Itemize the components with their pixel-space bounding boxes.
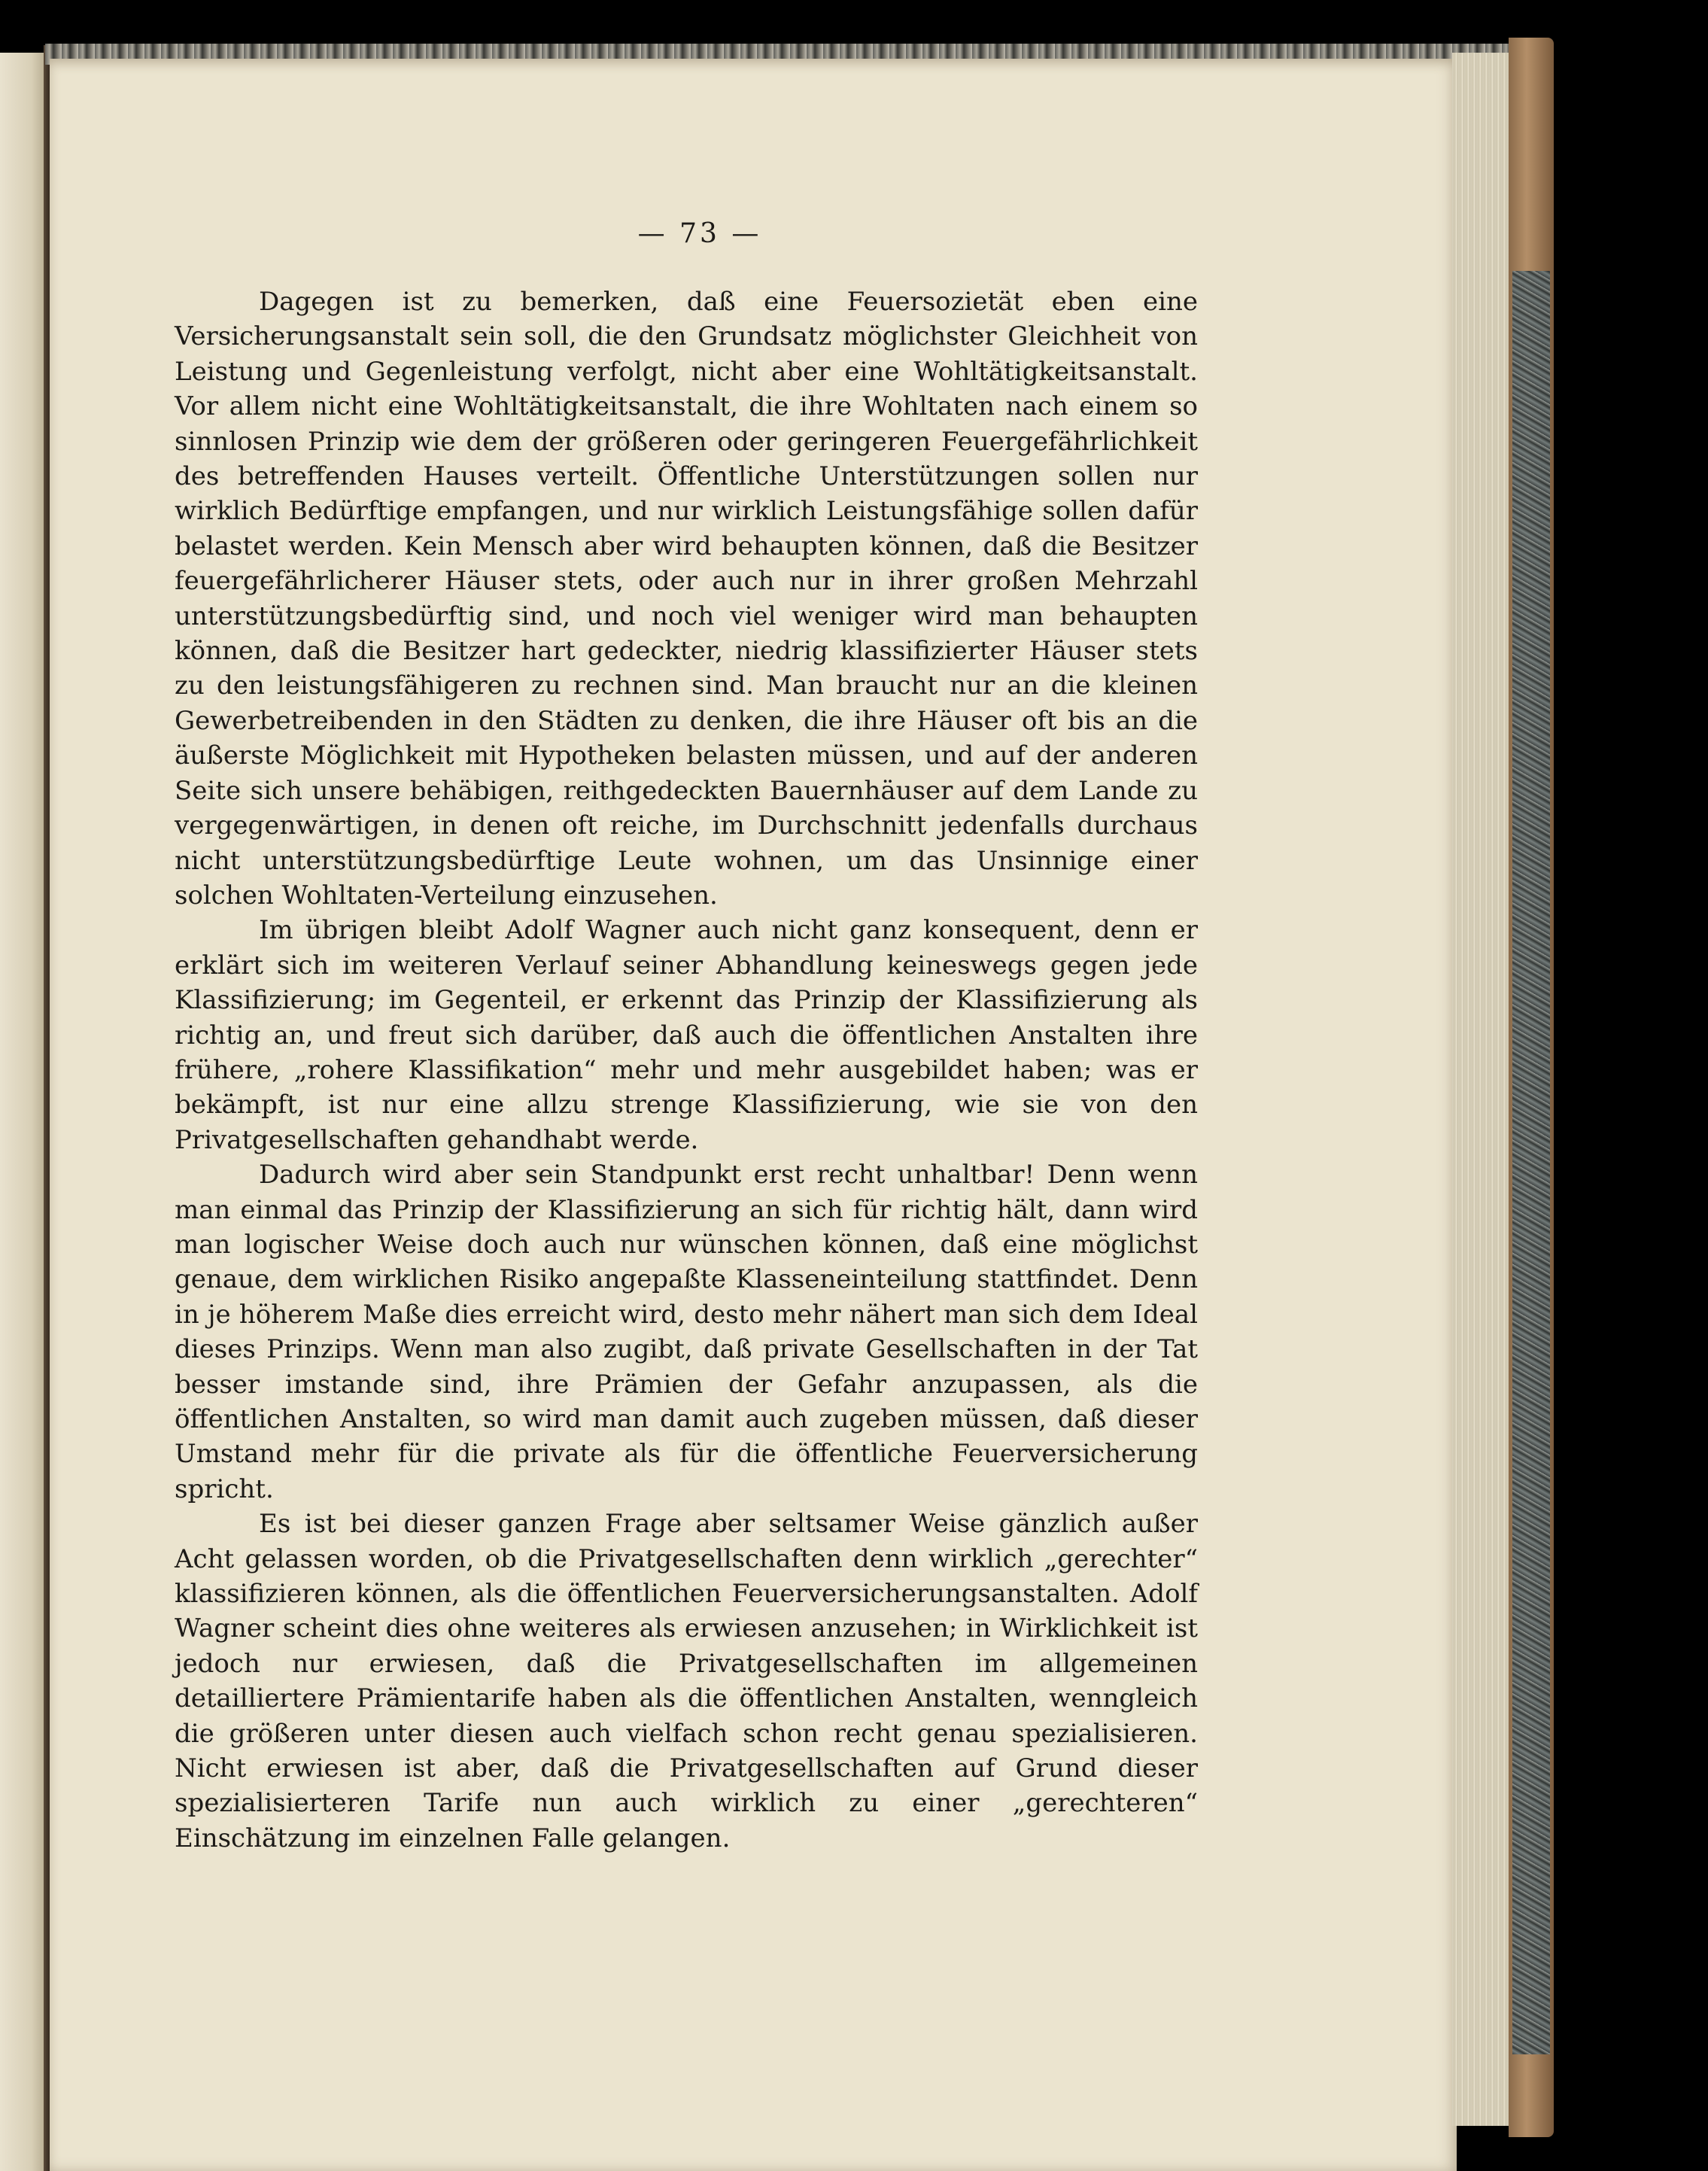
body-text	[175, 284, 1198, 1856]
paragraph-2: Im übrigen bleibt Adolf Wagner auch nicht ganz konsequent, denn er erklärt sich im weiteren Verlauf seiner Abhandlung keineswegs gegen jede Klassifizierung; im Gegenteil, er erkennt das Prinzip der Klassifizierung als richtig an, und freut sich darüber, daß auch die öffentlichen Anstalten ihre frühere, „rohere Klassifikation“ mehr und mehr ausgebildet haben; was er bekämpft, ist nur eine allzu strenge Klassifizierung, wie sie von den Privatgesellschaften gehandhabt werde.	[175, 915, 1198, 1155]
left-page-edge	[0, 53, 45, 2171]
paragraph-3: Dadurch wird aber sein Standpunkt erst recht unhaltbar! Denn wenn man einmal das Prinzip der Klassifizierung an sich für richtig hält, dann wird man logischer Weise doch auch nur wünschen können, daß eine möglichst genaue, dem wirklichen Risiko angepaßte Klasseneinteilung stattfindet. Denn in je höherem Maße dies erreicht wird, desto mehr nähert man sich dem Ideal dieses Prinzips. Wenn man also zugibt, daß private Gesellschaften in der Tat besser imstande sind, ihre Prämien der Gefahr anzupassen, als die öffentlichen Anstalten, so wird man damit auch zugeben müssen, daß dieser Umstand mehr für die private als für die öffentliche Feuerversicherung spricht.	[175, 1160, 1198, 1504]
marbled-cover-pattern	[1512, 271, 1550, 2054]
page-stack-edge	[1452, 53, 1512, 2126]
paragraph-4: Es ist bei dieser ganzen Frage aber seltsamer Weise gänzlich außer Acht gelassen worden, ob die Privatgesellschaften denn wirklich „gerechter“ klassifizieren können, als die öffentlichen Feuerversicherungsanstalten. Adolf Wagner scheint dies ohne weiteres als erwiesen anzusehen; in Wirklichkeit ist jedoch nur erwiesen, daß die Privatgesellschaften im allgemeinen detailliertere Prämientarife haben als die öffentlichen Anstalten, wenngleich die größeren unter diesen auch vielfach schon recht genau spezialisieren. Nicht erwiesen ist aber, daß die Privatgesellschaften auf Grund dieser spezialisierteren Tarife nun auch wirklich zu einer „gerechteren“ Einschätzung im einzelnen Falle gelangen.	[175, 1509, 1198, 1853]
paragraph-1: Dagegen ist zu bemerken, daß eine Feuersozietät eben eine Versicherungsanstalt sein soll, die den Grundsatz möglichster Gleichheit von Leistung und Gegenleistung verfolgt, nicht aber eine Wohltätigkeitsanstalt. Vor allem nicht eine Wohltätigkeitsanstalt, die ihre Wohltaten nach einem so sinnlosen Prinzip wie dem der größeren oder geringeren Feuergefährlichkeit des betreffenden Hauses verteilt. Öffentliche Unterstützungen sollen nur wirklich Bedürftige empfangen, und nur wirklich Leistungsfähige sollen dafür belastet werden. Kein Mensch aber wird behaupten können, daß die Besitzer feuergefährlicherer Häuser stets, oder auch nur in ihrer großen Mehrzahl unterstützungsbedürftig sind, und noch viel weniger wird man behaupten können, daß die Besitzer hart gedeckter, niedrig klassifizierter Häuser stets zu den leistungsfähigeren zu rechnen sind. Man braucht nur an die kleinen Gewerbetreibenden in den Städten zu denken, die ihre Häuser oft bis an die äußerste Möglichkeit mit Hypotheken belasten müssen, und auf der anderen Seite sich unsere behäbigen, reithgedeckten Bauernhäuser auf dem Lande zu vergegenwärtigen, in denen oft reiche, im Durchschnitt jedenfalls durchaus nicht unterstützungsbedürftige Leute wohnen, um das Unsinnige einer solchen Wohltaten-Verteilung einzusehen.	[175, 287, 1198, 911]
page-number: — 73 —	[637, 218, 762, 249]
background-right	[1554, 0, 1708, 2171]
